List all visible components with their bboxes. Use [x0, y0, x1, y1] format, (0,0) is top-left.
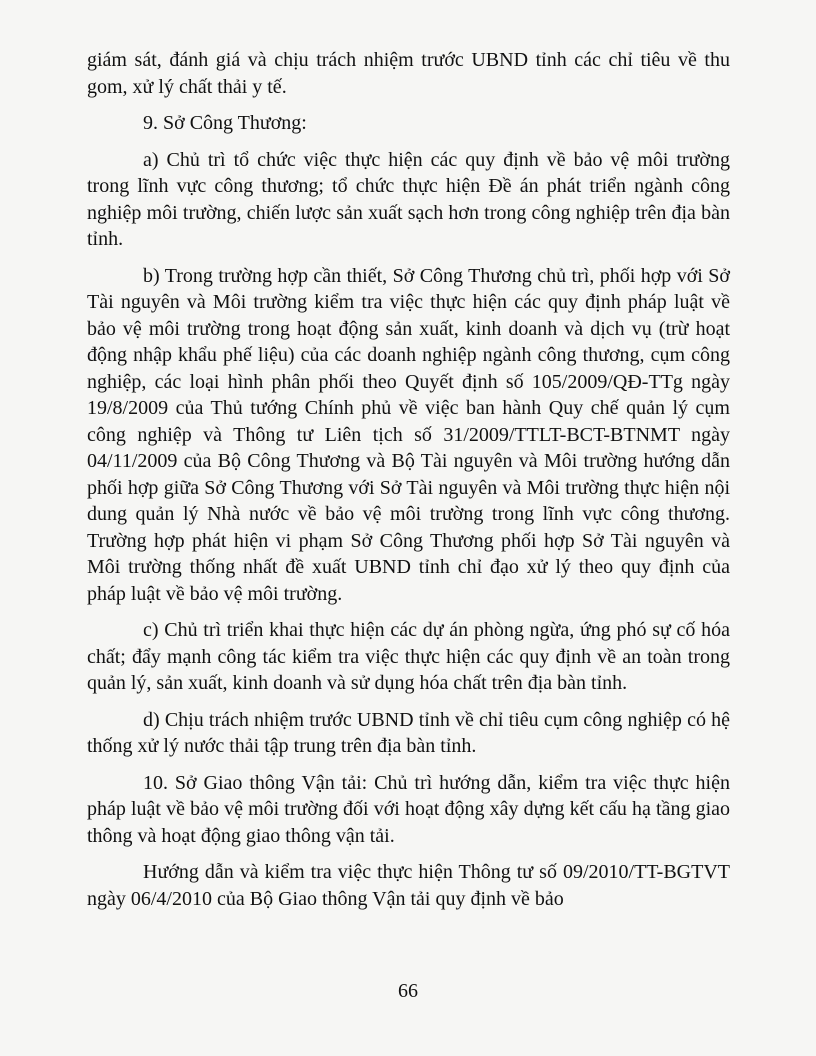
document-body: [87, 47, 730, 922]
paragraph-continuation: giám sát, đánh giá và chịu trách nhiệm trước UBND tỉnh các chỉ tiêu về thu gom, xử lý chất thải y tế.: [87, 49, 730, 98]
paragraph-huong-dan: Hướng dẫn và kiểm tra việc thực hiện Thông tư số 09/2010/TT-BGTVT ngày 06/4/2010 của Bộ Giao thông Vận tải quy định về bảo: [87, 861, 730, 910]
section-heading-so-cong-thuong: 9. Sở Công Thương:: [143, 112, 307, 134]
paragraph-item-d: d) Chịu trách nhiệm trước UBND tỉnh về chỉ tiêu cụm công nghiệp có hệ thống xử lý nước thải tập trung trên địa bàn tỉnh.: [87, 708, 730, 757]
paragraph-item-a: a) Chủ trì tổ chức việc thực hiện các quy định về bảo vệ môi trường trong lĩnh vực công thương; tổ chức thực hiện Đề án phát triển ngành công nghiệp môi trường, chiến lược sản xuất sạch hơn trong công nghiệp trên địa bàn tỉnh.: [87, 148, 730, 250]
section-so-giao-thong-van-tai: 10. Sở Giao thông Vận tải: Chủ trì hướng dẫn, kiểm tra việc thực hiện pháp luật về bảo vệ môi trường đối với hoạt động xây dựng kết cấu hạ tầng giao thông và hoạt động giao thông vận tải.: [87, 771, 730, 847]
page-number: 66: [398, 980, 418, 1002]
paragraph-item-b: b) Trong trường hợp cần thiết, Sở Công Thương chủ trì, phối hợp với Sở Tài nguyên và Môi trường kiểm tra việc thực hiện các quy định pháp luật về bảo vệ môi trường trong hoạt động sản xuất, kinh doanh và dịch vụ (trừ hoạt động nhập khẩu phế liệu) của các doanh nghiệp ngành công thương, cụm công nghiệp, các loại hình phân phối theo Quyết định số 105/2009/QĐ-TTg ngày 19/8/2009 của Thủ tướng Chính phủ về việc ban hành Quy chế quản lý cụm công nghiệp và Thông tư Liên tịch số 31/2009/TTLT-BCT-BTNMT ngày 04/11/2009 của Bộ Công Thương và Bộ Tài nguyên và Môi trường hướng dẫn phối hợp giữa Sở Công Thương với Sở Tài nguyên và Môi trường thực hiện nội dung quản lý Nhà nước về bảo vệ môi trường trong lĩnh vực công thương. Trường hợp phát hiện vi phạm Sở Công Thương phối hợp Sở Tài nguyên và Môi trường thống nhất đề xuất UBND tỉnh chỉ đạo xử lý theo quy định của pháp luật về bảo vệ môi trường.: [87, 264, 730, 605]
paragraph-item-c: c) Chủ trì triển khai thực hiện các dự án phòng ngừa, ứng phó sự cố hóa chất; đẩy mạnh công tác kiểm tra việc thực hiện các quy định về an toàn trong quản lý, sản xuất, kinh doanh và sử dụng hóa chất trên địa bàn tỉnh.: [87, 619, 730, 694]
